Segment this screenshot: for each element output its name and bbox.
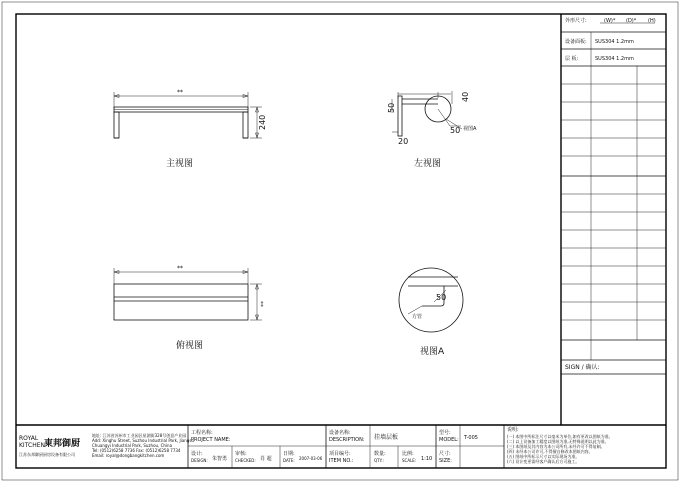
top-view <box>114 265 267 351</box>
front-view <box>114 89 267 169</box>
spec-material-value: SUS304 1.2mm <box>595 39 634 45</box>
front-height-dim: 240 <box>258 114 267 130</box>
note-line: (六) 设计变更需经客户确认后方可施工。 <box>507 459 580 464</box>
date-label: 日期: <box>283 451 295 457</box>
left-view <box>387 91 477 169</box>
note-line: (二) 以上设备加工精度以图纸为准,无特殊说明以此为准。 <box>507 439 609 444</box>
left-dim-top: 40 <box>461 91 470 102</box>
design-label-en: DESIGN: <box>191 458 208 463</box>
date-label-en: DATE: <box>283 458 295 463</box>
left-dim-left: 50 <box>387 102 396 113</box>
spec-size-d: (D)* <box>626 18 637 24</box>
spec-material-label: 设备面板: <box>565 39 587 45</box>
front-width-dim: ** <box>177 89 183 96</box>
designer-name: 朱智勇 <box>212 456 228 462</box>
detail-dim: 50 <box>436 293 447 302</box>
design-label: 设计: <box>191 451 203 457</box>
scale-label-en: SCALE: <box>402 458 417 463</box>
left-dim-radius: 50 <box>450 126 461 135</box>
title-block <box>19 425 613 468</box>
note-line: (四) 未经本公司许可,不得擅自修改本图纸内容。 <box>507 449 593 454</box>
note-line: (一) 本图中所标注尺寸以毫米为单位,如有更改以图纸为准。 <box>507 434 613 439</box>
spec-size-label: 外形尺寸: <box>565 18 587 24</box>
note-line: (三) 本图纸及其内容为本公司所有,未经许可不得复制。 <box>507 444 605 449</box>
spec-sign-label: SIGN / 确认: <box>565 364 600 371</box>
checker-name: 肖 超 <box>260 456 272 462</box>
note-line: (五) 图纸中所标示尺寸以实际现场为准。 <box>507 454 580 459</box>
project-label: 工程名称: <box>191 430 213 436</box>
size-label: 尺寸: <box>439 451 451 457</box>
address-3: Chuangyi Industrial Park, Suzhou, China <box>92 443 173 448</box>
brand-en-royal: ROYAL <box>19 435 39 442</box>
email: Email: royal@dongbangkitchen.com <box>92 453 165 458</box>
scale-label: 比例: <box>402 451 414 457</box>
address-1: 地址: 江苏省苏州市工业园区星湖街328号创意产业园 <box>92 433 187 438</box>
qty-label: 数量: <box>374 451 386 457</box>
spec-frame-value: SUS304 1.2mm <box>595 56 634 62</box>
top-width-dim: ** <box>177 265 183 272</box>
spec-frame-label: 层 板: <box>565 56 579 62</box>
front-view-label: 主视图 <box>166 159 194 169</box>
detail-view-label: 视图A <box>420 347 445 357</box>
check-label-en: CHECKED: <box>235 458 256 463</box>
notes-title: 说明: <box>507 427 519 433</box>
inner-border <box>16 14 666 468</box>
qty-label-en: QTY.: <box>374 458 384 463</box>
desc-label: 设备名称: <box>329 430 351 436</box>
left-view-label: 左视图 <box>414 159 442 169</box>
date-value: 2007-03-06 <box>299 456 323 461</box>
model-value: T-005 <box>464 435 478 441</box>
top-depth-dim: ** <box>260 301 267 307</box>
spec-size-w: (W)* <box>604 18 616 24</box>
outer-border <box>2 2 678 480</box>
company-cn: 江苏东邦御厨厨房设备有限公司 <box>19 452 75 457</box>
item-label-en: ITEM NO.: <box>329 458 354 464</box>
detail-note: 方管 <box>412 314 423 320</box>
scale-value: 1:10 <box>421 456 433 462</box>
spec-size-h: (H) <box>648 18 656 24</box>
brand-en-kitchen: KITCHEN <box>19 442 45 449</box>
spec-panel <box>561 17 666 374</box>
size-label-en: SIZE: <box>439 458 452 464</box>
phone: Tel: (0512)6258 7736 Fax: (0512)6258 7734 <box>92 448 181 453</box>
item-label: 项目编号: <box>329 451 351 457</box>
project-label-en: PROJECT NAME: <box>191 437 231 443</box>
top-view-label: 俯视图 <box>176 341 204 351</box>
model-label-en: MODEL: <box>439 437 459 443</box>
left-dim-bottom: 20 <box>398 137 409 146</box>
brand-cn: 東邦御厨 <box>44 439 81 449</box>
detail-view <box>399 268 463 357</box>
model-label: 型号: <box>439 430 451 436</box>
address-2: Add: Xinghu Street, Suzhou Industrial Park, Jiangsu <box>92 438 194 443</box>
check-label: 审核: <box>235 451 247 457</box>
desc-value: 挂墙层板 <box>374 434 399 441</box>
left-section-note: 视图A <box>463 126 477 132</box>
desc-label-en: DESCRIPTION: <box>329 437 365 443</box>
